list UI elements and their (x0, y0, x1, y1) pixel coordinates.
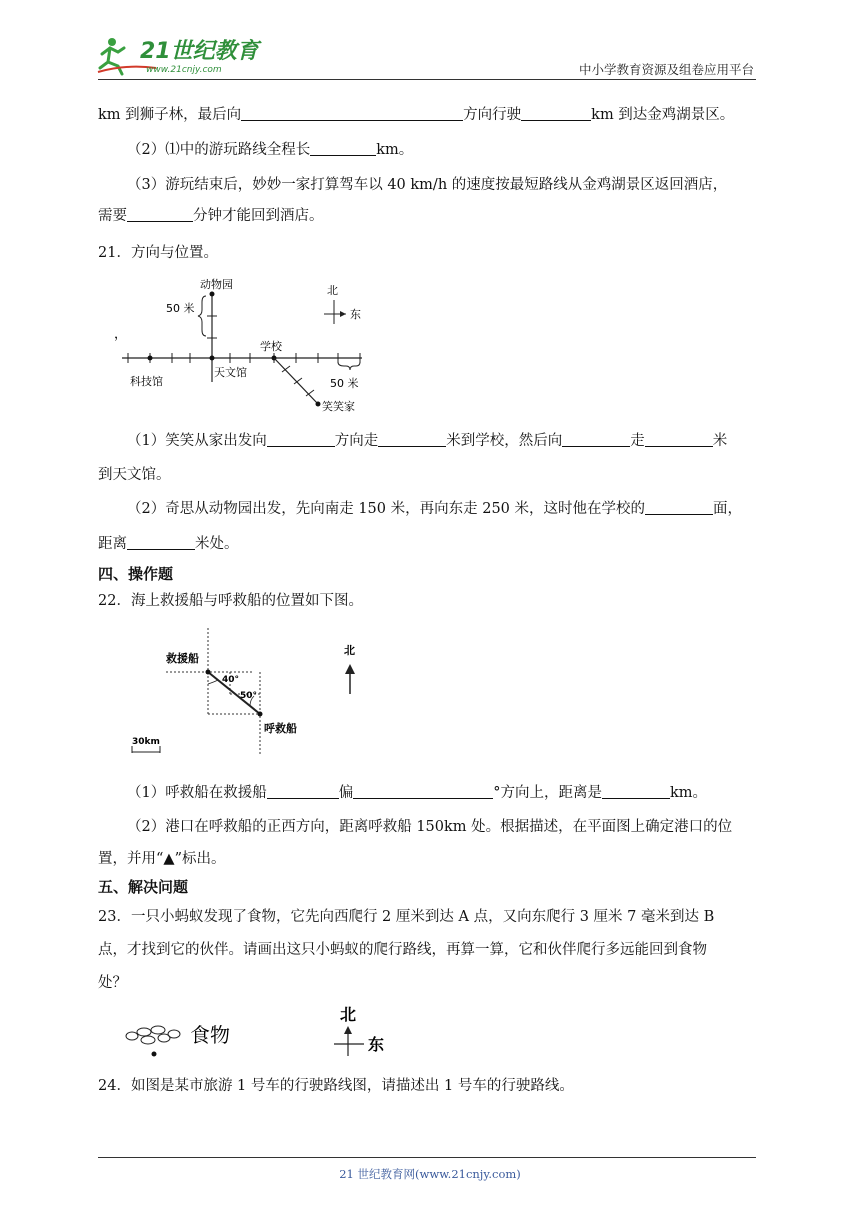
q20-part2: （2）⑴中的游玩路线全程长 km。 (127, 142, 414, 158)
header-platform-text: 中小学教育资源及组卷应用平台 (578, 62, 754, 77)
rescue-ship-point (206, 670, 211, 675)
answer-blank[interactable] (602, 783, 670, 799)
svg-text:北: 北 (340, 1005, 357, 1024)
svg-text:学校: 学校 (260, 340, 282, 353)
q20-part3-cont: 需要 分钟才能回到酒店。 (98, 208, 324, 224)
q21-part1-cont: 到天文馆。 (98, 467, 171, 483)
q22-part2: （2）港口在呼救船的正西方向，距离呼救船 150km 处。根据描述，在平面图上确定港口的位 (127, 819, 733, 835)
svg-text:东: 东 (350, 308, 361, 321)
footer-divider (98, 1157, 756, 1158)
food-icon (126, 1026, 180, 1044)
q23-line1: 23．一只小蚂蚁发现了食物，它先向西爬行 2 厘米到达 A 点，又向东爬行 3 厘米 7 毫米到达 B (98, 909, 715, 925)
answer-blank[interactable] (127, 206, 193, 222)
answer-blank[interactable] (353, 783, 493, 799)
answer-blank[interactable] (645, 431, 713, 447)
svg-text:天文馆: 天文馆 (214, 366, 247, 379)
north-arrow-icon (345, 664, 355, 694)
header-divider (98, 79, 756, 80)
footer-text[interactable]: 21 世纪教育网(www.21cnjy.com) (339, 1167, 521, 1181)
svg-text:21世纪教育: 21世纪教育 (140, 39, 259, 64)
svg-text:北: 北 (344, 644, 355, 657)
planetarium-point (210, 356, 215, 361)
q24-title: 24．如图是某市旅游 1 号车的行驶路线图，请描述出 1 号车的行驶路线。 (98, 1078, 574, 1094)
q21-part2-cont: 距离 米处。 (98, 536, 239, 552)
svg-text:科技馆: 科技馆 (130, 375, 163, 388)
school-home-line (274, 358, 318, 404)
answer-blank[interactable] (310, 140, 376, 156)
section4-heading: 四、操作题 (98, 565, 174, 583)
q22-part1: （1）呼救船在救援船 偏 °方向上，距离是 km。 (127, 785, 708, 801)
q22-rescue-diagram (126, 624, 376, 760)
section5-heading: 五、解决问题 (98, 878, 189, 896)
answer-blank[interactable] (378, 431, 446, 447)
start-point (152, 1052, 157, 1057)
q23-ant-diagram (118, 1000, 398, 1064)
svg-text:救援船: 救援船 (166, 652, 199, 665)
scale-bar (132, 746, 160, 753)
q21-title: 21．方向与位置。 (98, 245, 218, 261)
q21-part2: （2）奇思从动物园出发，先向南走 150 米，再向东走 250 米，这时他在学校的 面， (127, 501, 743, 517)
answer-blank[interactable] (241, 105, 463, 121)
q22-title: 22．海上救援船与呼救船的位置如下图。 (98, 593, 363, 609)
q20-line1: km 到狮子林，最后向 方向行驶 km 到达金鸡湖景区。 (98, 107, 735, 123)
q23-line3: 处？ (98, 975, 127, 991)
answer-blank[interactable] (562, 431, 630, 447)
svg-text:食物: 食物 (190, 1023, 230, 1047)
tech-museum-point (148, 356, 153, 361)
answer-blank[interactable] (267, 783, 339, 799)
svg-text:40°: 40° (222, 675, 240, 685)
q22-part2-cont: 置，并用“▲”标出。 (98, 851, 226, 867)
q21-part1: （1）笑笑从家出发向 方向走 米到学校，然后向 走 米 (127, 433, 728, 449)
svg-text:www.21cnjy.com: www.21cnjy.com (146, 65, 222, 75)
site-logo (96, 34, 266, 78)
q23-line2: 点，才找到它的伙伴。请画出这只小蚂蚁的爬行路线，再算一算，它和伙伴爬行多远能回到食物 (98, 942, 707, 958)
compass-icon (334, 1026, 364, 1056)
answer-blank[interactable] (521, 105, 591, 121)
svg-text:，: ， (114, 327, 128, 342)
zoo-point (210, 292, 215, 297)
svg-text:50 米: 50 米 (330, 377, 359, 390)
xiaoxiao-home-point (316, 402, 321, 407)
answer-blank[interactable] (127, 534, 195, 550)
vertical-brace (198, 296, 206, 336)
svg-text:东: 东 (368, 1035, 385, 1054)
compass-icon (324, 300, 346, 324)
svg-text:北: 北 (327, 284, 338, 297)
q21-position-diagram (110, 272, 380, 418)
answer-blank[interactable] (645, 499, 713, 515)
svg-text:动物园: 动物园 (200, 278, 233, 291)
svg-text:呼救船: 呼救船 (264, 722, 297, 735)
svg-text:50 米: 50 米 (166, 302, 195, 315)
distress-ship-point (258, 712, 263, 717)
q20-part3: （3）游玩结束后，妙妙一家打算驾车以 40 km/h 的速度按最短路线从金鸡湖景区返回酒店， (127, 177, 728, 193)
horizontal-brace (338, 362, 360, 370)
answer-blank[interactable] (267, 431, 335, 447)
svg-text:50°: 50° (240, 691, 258, 701)
svg-text:30km: 30km (132, 737, 160, 747)
svg-text:笑笑家: 笑笑家 (322, 400, 355, 413)
